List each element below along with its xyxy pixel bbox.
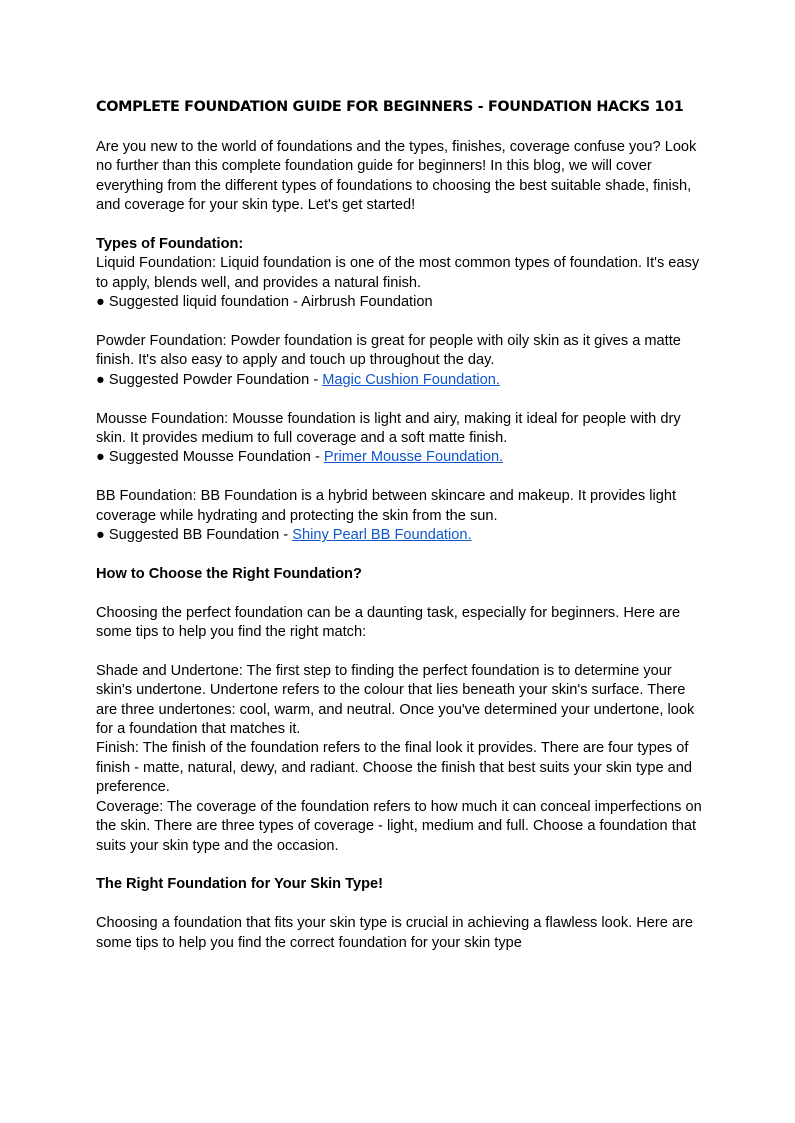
powder-suggestion-prefix: ● Suggested Powder Foundation - [96, 371, 323, 388]
powder-description: Powder Foundation: Powder foundation is great for people with oily skin as it gives a matte finish. It's also easy to apply and touch up throughout the day. [96, 333, 681, 369]
skin-type-intro: Choosing a foundation that fits your skin type is crucial in achieving a flawless look. Here are some tips to help you find the correct foundation for your skin type [96, 915, 694, 951]
bb-description: BB Foundation: BB Foundation is a hybrid between skincare and makeup. It provides light coverage while hydrating and protecting the skin from the sun. [96, 488, 677, 524]
types-heading: Types of Foundation: [96, 236, 244, 253]
intro-paragraph: Are you new to the world of foundations and the types, finishes, coverage confuse you? Look no further than this complete foundation guide for beginners! In this blog, we will cover everything from the different types of foundations to choosing the best suitable shade, finish, and coverage for your skin type. Let's get started! [96, 139, 697, 214]
choose-heading: How to Choose the Right Foundation? [96, 565, 362, 582]
finish-paragraph: Finish: The finish of the foundation refers to the final look it provides. There are four types of finish - matte, natural, dewy, and radiant. Choose the finish that best suits your skin type and preference. [96, 740, 692, 796]
bb-suggestion [96, 526, 702, 545]
mousse-suggestion-prefix: ● Suggested Mousse Foundation - [96, 449, 324, 466]
powder-suggestion [96, 371, 702, 390]
spacer [96, 390, 702, 409]
magic-cushion-link[interactable]: Magic Cushion Foundation. [322, 371, 500, 388]
spacer [96, 313, 702, 332]
document-page [96, 96, 702, 953]
mousse-description: Mousse Foundation: Mousse foundation is light and airy, making it ideal for people with dry skin. It provides medium to full coverage and a soft matte finish. [96, 410, 681, 447]
spacer [96, 895, 702, 914]
spacer [96, 856, 702, 875]
liquid-description: Liquid Foundation: Liquid foundation is one of the most common types of foundation. It's easy to apply, blends well, and provides a natural finish. [96, 255, 700, 291]
spacer [96, 642, 702, 661]
spacer [96, 584, 702, 603]
liquid-suggestion: ● Suggested liquid foundation - Airbrush Foundation [96, 294, 433, 311]
bb-suggestion-prefix: ● Suggested BB Foundation - [96, 527, 293, 544]
spacer [96, 468, 702, 487]
choose-intro: Choosing the perfect foundation can be a daunting task, especially for beginners. Here are some tips to help you find the right match: [96, 604, 681, 641]
primer-mousse-link[interactable]: Primer Mousse Foundation. [323, 449, 504, 466]
shade-paragraph: Shade and Undertone: The first step to finding the perfect foundation is to determine your skin's undertone. Undertone refers to the colour that lies beneath your skin's surface. There are three undertones: cool, warm, and neutral. Once you've determined your undertone, look for a foundation that matches it. [96, 662, 695, 738]
coverage-paragraph: Coverage: The coverage of the foundation refers to how much it can conceal imperfections on the skin. There are three types of coverage - light, medium and full. Choose a foundation that suits your skin type and the occasion. [96, 798, 702, 854]
mousse-suggestion [96, 448, 702, 467]
shiny-pearl-link[interactable]: Shiny Pearl BB Foundation. [292, 527, 472, 544]
document-title: COMPLETE FOUNDATION GUIDE FOR BEGINNERS - FOUNDATION HACKS 101 [96, 99, 684, 115]
spacer [96, 216, 702, 235]
skin-type-heading: The Right Foundation for Your Skin Type! [96, 876, 383, 893]
spacer [96, 545, 702, 564]
